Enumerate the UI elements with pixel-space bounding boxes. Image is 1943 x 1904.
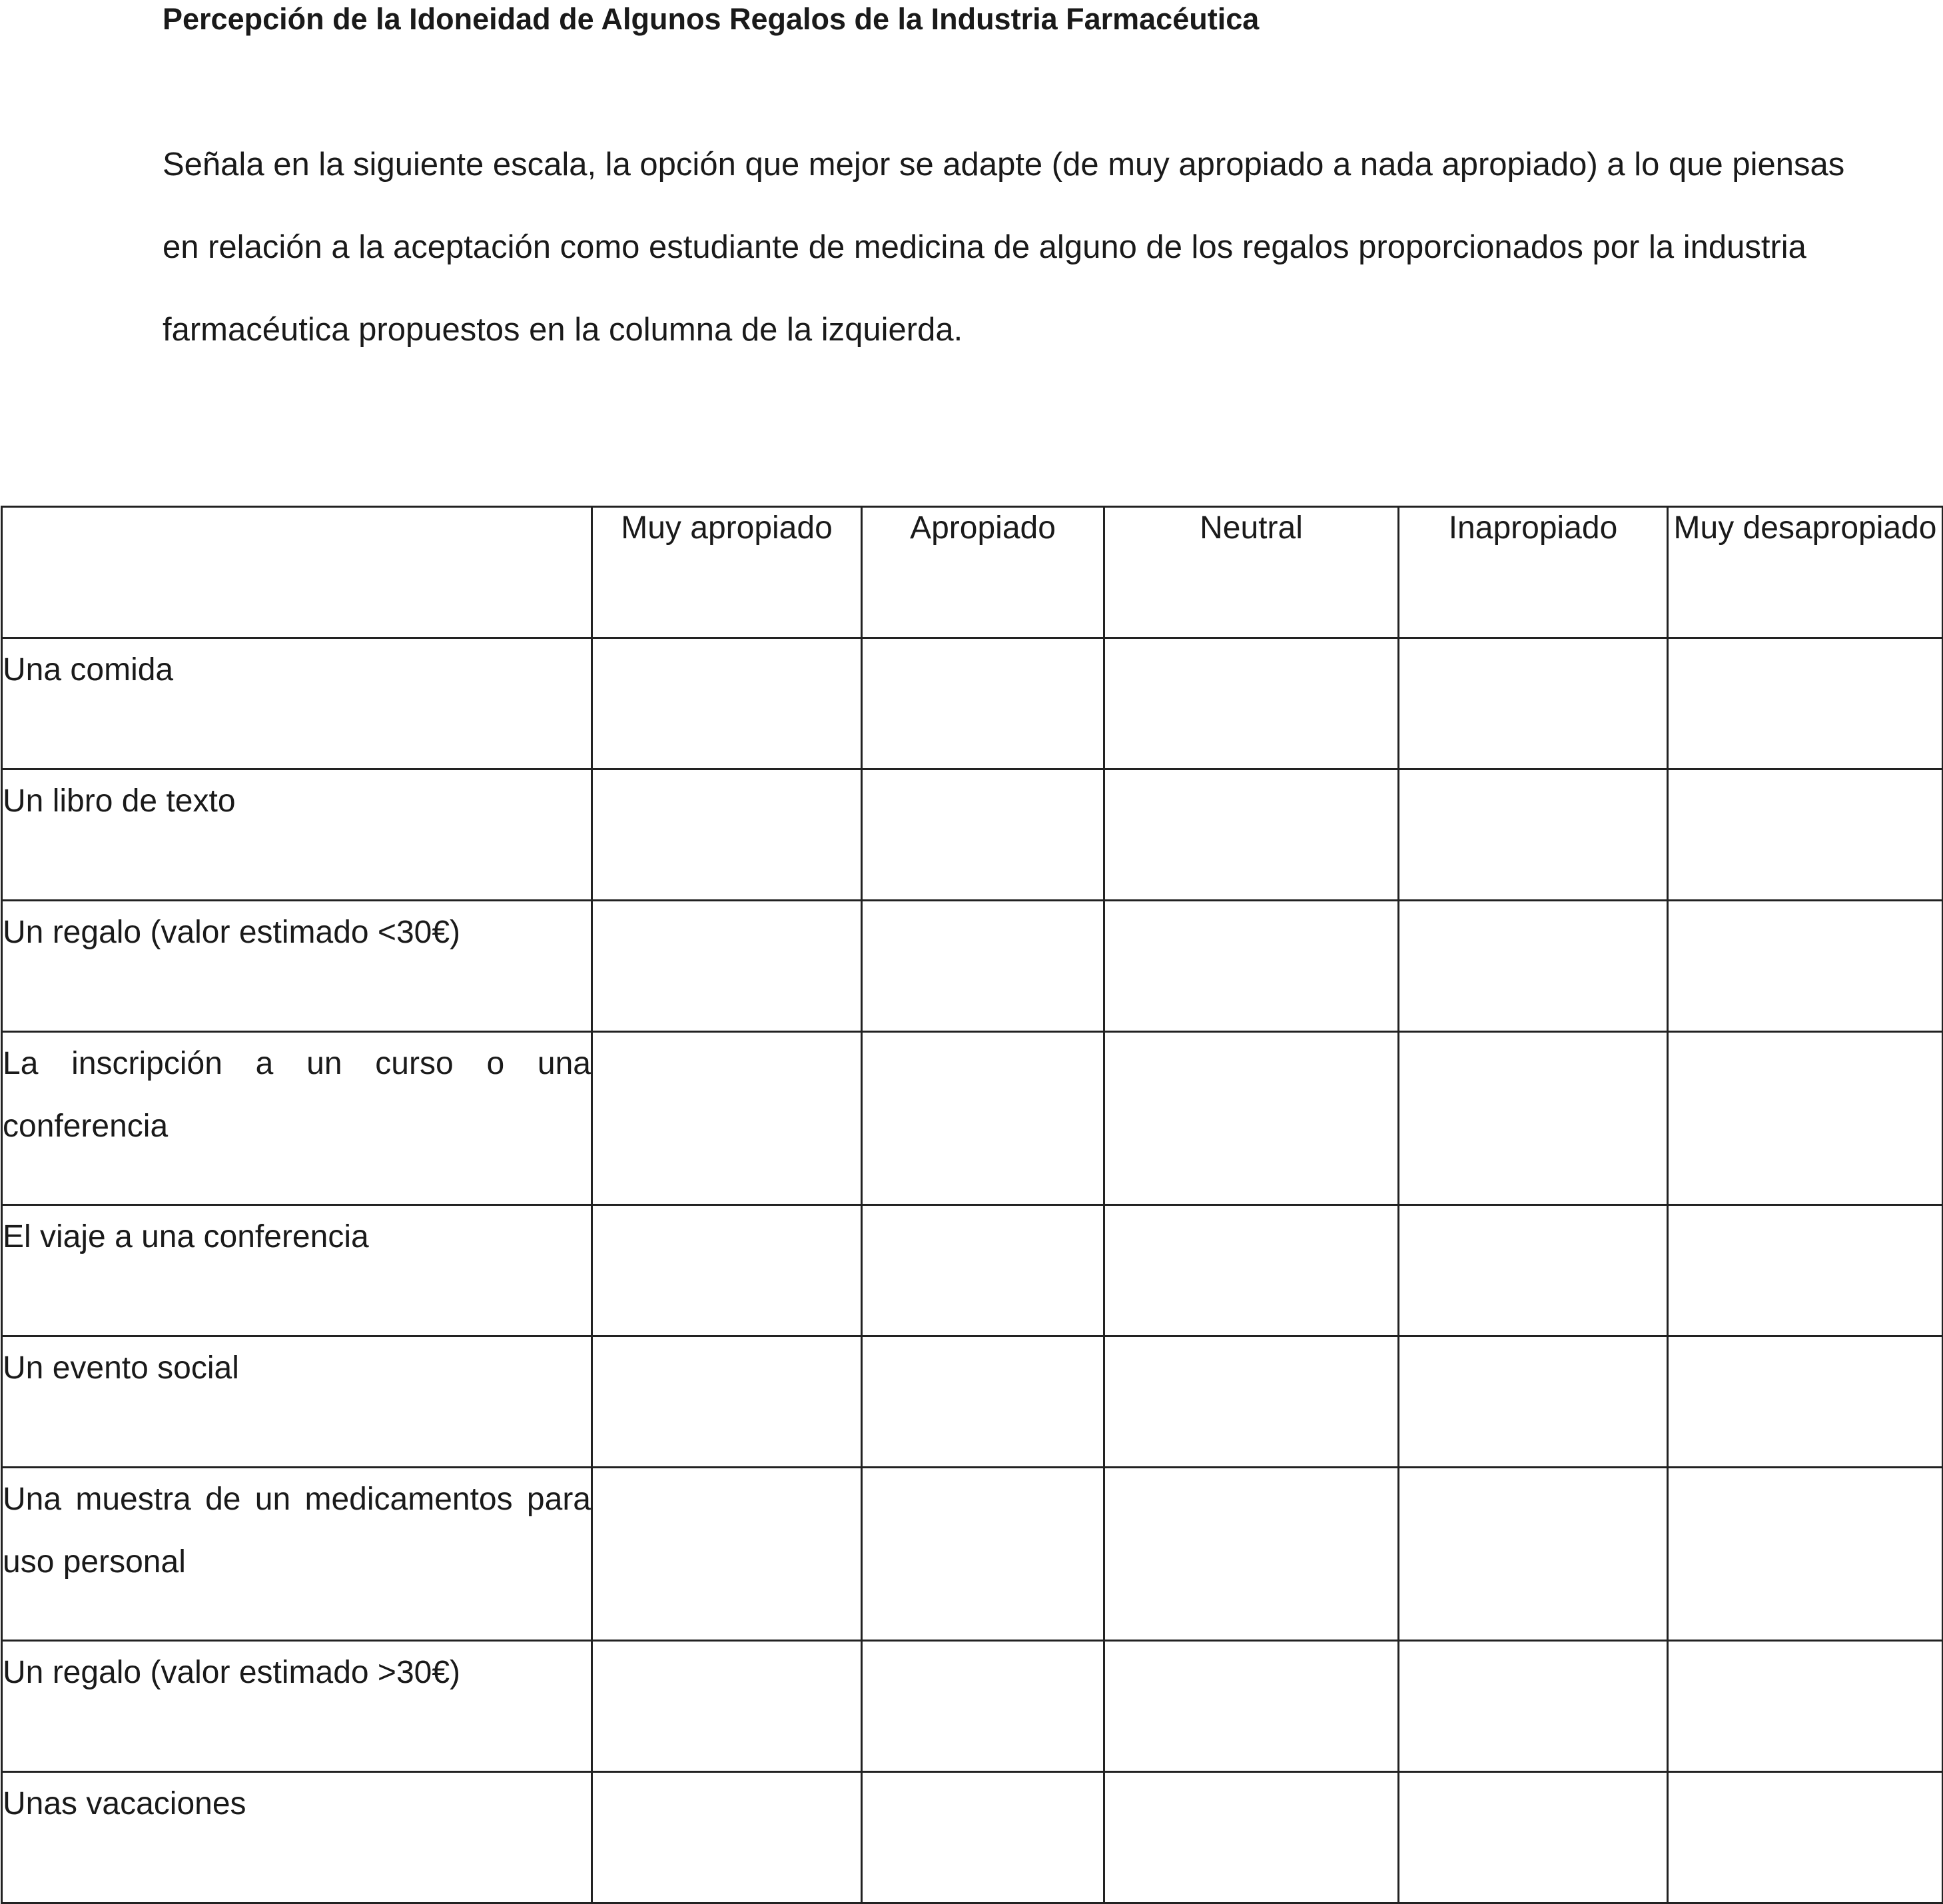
rating-cell[interactable]: [1668, 1641, 1943, 1772]
rating-cell[interactable]: [592, 1032, 862, 1205]
table-row: [2, 1032, 1943, 1205]
rating-cell[interactable]: [1399, 769, 1668, 901]
row-label-regalo-mayor-30: Un regalo (valor estimado >30€): [2, 1641, 592, 1772]
row-label-una-comida: Una comida: [2, 638, 592, 769]
rating-cell[interactable]: [592, 1772, 862, 1903]
rating-cell[interactable]: [862, 1032, 1104, 1205]
table-row: [2, 769, 1943, 901]
column-header-neutral: Neutral: [1104, 507, 1399, 638]
table-row: [2, 1772, 1943, 1903]
table-row: [2, 638, 1943, 769]
rating-cell[interactable]: [592, 1205, 862, 1336]
rating-cell[interactable]: [592, 769, 862, 901]
instructions: [163, 123, 1934, 371]
row-label-muestra-medicamento: Una muestra de un medicamentos para uso personal: [2, 1468, 592, 1641]
column-header-inapropiado: Inapropiado: [1399, 507, 1668, 638]
rating-cell[interactable]: [862, 1468, 1104, 1641]
rating-cell[interactable]: [592, 1641, 862, 1772]
rating-cell[interactable]: [1668, 1772, 1943, 1903]
table-row: [2, 1205, 1943, 1336]
column-header-muy-desapropiado: Muy desapropiado: [1668, 507, 1943, 638]
rating-cell[interactable]: [1104, 769, 1399, 901]
rating-cell[interactable]: [1104, 1772, 1399, 1903]
column-header-muy-apropiado: Muy apropiado: [592, 507, 862, 638]
rating-cell[interactable]: [1104, 1336, 1399, 1468]
table-row: [2, 901, 1943, 1032]
page-title: Percepción de la Idoneidad de Algunos Regalos de la Industria Farmacéutica: [163, 2, 1260, 36]
header-row: [2, 507, 1943, 638]
table-row: [2, 1641, 1943, 1772]
rating-cell[interactable]: [1104, 901, 1399, 1032]
table-row: [2, 1336, 1943, 1468]
table-row: [2, 1468, 1943, 1641]
rating-cell[interactable]: [1668, 769, 1943, 901]
rating-cell[interactable]: [1104, 1205, 1399, 1336]
row-label-regalo-menor-30: Un regalo (valor estimado <30€): [2, 901, 592, 1032]
row-label-viaje-conferencia: El viaje a una conferencia: [2, 1205, 592, 1336]
rating-cell[interactable]: [1399, 901, 1668, 1032]
rating-cell[interactable]: [1399, 1468, 1668, 1641]
rating-cell[interactable]: [1668, 1205, 1943, 1336]
rating-cell[interactable]: [862, 638, 1104, 769]
row-label-inscripcion-curso: La inscripción a un curso o una conferencia: [2, 1032, 592, 1205]
rating-cell[interactable]: [1399, 638, 1668, 769]
rating-cell[interactable]: [862, 1772, 1104, 1903]
row-label-evento-social: Un evento social: [2, 1336, 592, 1468]
rating-cell[interactable]: [592, 638, 862, 769]
rating-cell[interactable]: [862, 1336, 1104, 1468]
rating-cell[interactable]: [1104, 1641, 1399, 1772]
instructions-line: en relación a la aceptación como estudiante de medicina de alguno de los regalos proporcionados por la industria: [163, 229, 1806, 265]
row-label-libro-de-texto: Un libro de texto: [2, 769, 592, 901]
rating-cell[interactable]: [1399, 1032, 1668, 1205]
rating-cell[interactable]: [1104, 1032, 1399, 1205]
rating-cell[interactable]: [592, 1336, 862, 1468]
rating-cell[interactable]: [592, 901, 862, 1032]
rating-cell[interactable]: [592, 1468, 862, 1641]
rating-cell[interactable]: [1399, 1772, 1668, 1903]
rating-cell[interactable]: [1399, 1641, 1668, 1772]
rating-cell[interactable]: [1104, 638, 1399, 769]
rating-cell[interactable]: [862, 1205, 1104, 1336]
rating-table: [1, 506, 1943, 1904]
rating-cell[interactable]: [1668, 638, 1943, 769]
instructions-line: Señala en la siguiente escala, la opción que mejor se adapte (de muy apropiado a nada apropiado) a lo que piensas: [163, 147, 1845, 183]
rating-cell[interactable]: [1668, 1032, 1943, 1205]
rating-cell[interactable]: [1104, 1468, 1399, 1641]
instructions-line: farmacéutica propuestos en la columna de la izquierda.: [163, 312, 963, 348]
rating-cell[interactable]: [862, 769, 1104, 901]
rating-cell[interactable]: [1399, 1205, 1668, 1336]
rating-cell[interactable]: [862, 901, 1104, 1032]
column-header-apropiado: Apropiado: [862, 507, 1104, 638]
rating-cell[interactable]: [1668, 901, 1943, 1032]
rating-cell[interactable]: [862, 1641, 1104, 1772]
row-label-vacaciones: Unas vacaciones: [2, 1772, 592, 1903]
header-empty-cell: [2, 507, 592, 638]
rating-cell[interactable]: [1668, 1468, 1943, 1641]
rating-cell[interactable]: [1668, 1336, 1943, 1468]
rating-cell[interactable]: [1399, 1336, 1668, 1468]
